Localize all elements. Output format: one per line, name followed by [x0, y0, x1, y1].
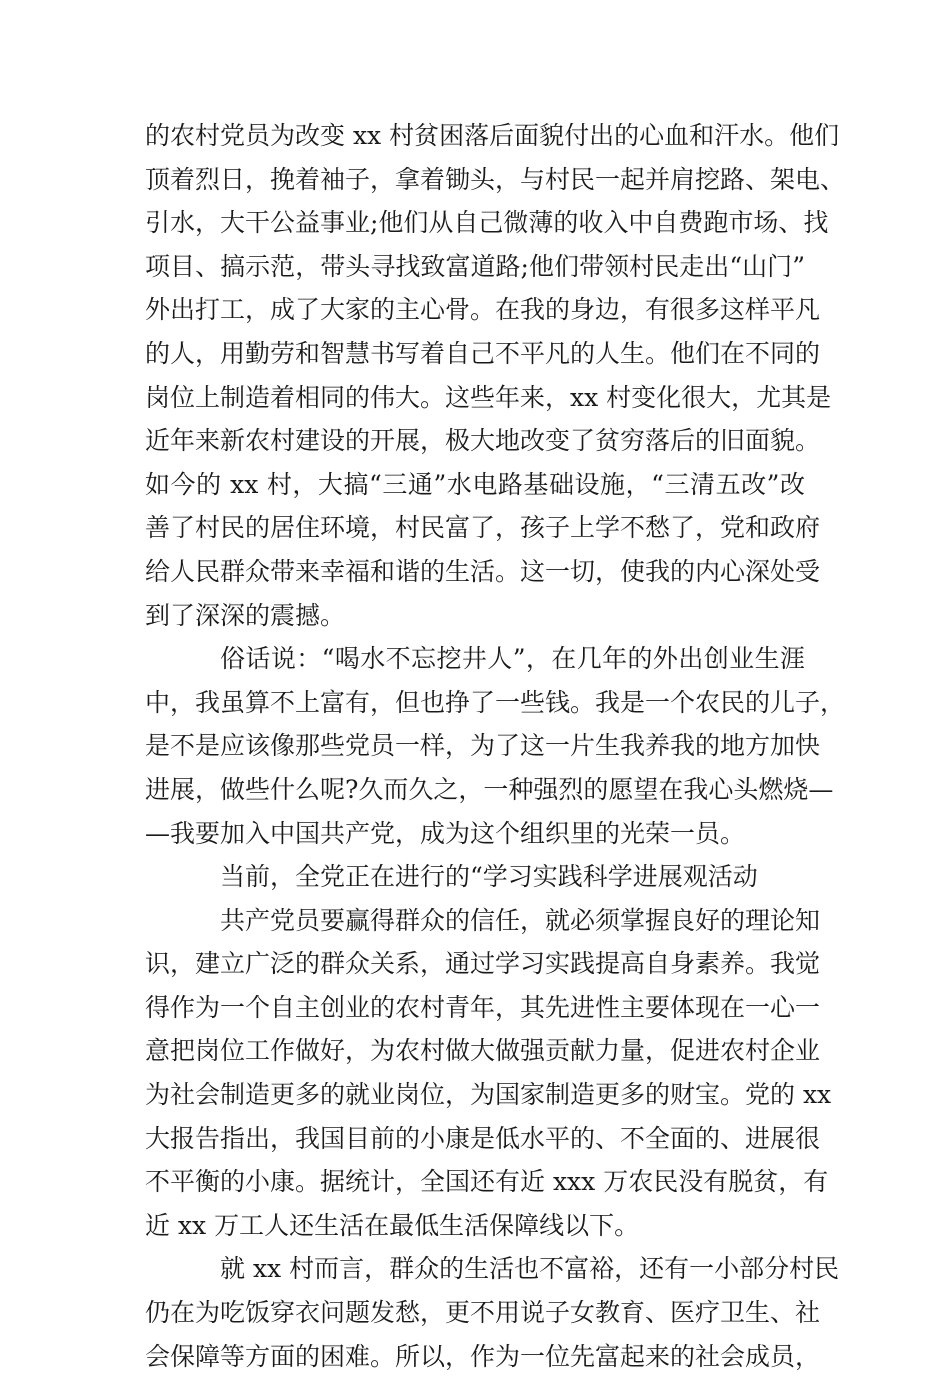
text-line: 顶着烈日，挽着袖子，拿着锄头，与村民一起并肩挖路、架电、: [145, 164, 846, 194]
text-line: 得作为一个自主创业的农村青年，其先进性主要体现在一心一: [145, 992, 821, 1022]
text-line: 项目、搞示范，带头寻找致富道路;他们带领村民走出“山门”: [145, 251, 805, 281]
paragraph-4: [145, 899, 832, 1248]
text-line: 仍在为吃饭穿衣问题发愁，更不用说子女教育、医疗卫生、社: [145, 1298, 821, 1328]
body-text: [145, 114, 846, 1378]
text-line: 中，我虽算不上富有，但也挣了一些钱。我是一个农民的儿子，: [145, 687, 846, 717]
text-line: 为社会制造更多的就业岗位，为国家制造更多的财宝。党的 xx: [145, 1080, 832, 1110]
text-line: 如今的 xx 村，大搞“三通”水电路基础设施，“三清五改”改: [145, 469, 805, 499]
text-line: 的农村党员为改变 xx 村贫困落后面貌付出的心血和汗水。他们: [145, 121, 840, 150]
text-line: 不平衡的小康。据统计，全国还有近 xxx 万农民没有脱贫，有: [145, 1167, 829, 1197]
text-line: 进展，做些什么呢?久而久之，一种强烈的愿望在我心头燃烧—: [145, 774, 834, 804]
text-line: 识，建立广泛的群众关系，通过学习实践提高自身素养。我觉: [145, 949, 821, 979]
text-line: 意把岗位工作做好，为农村做大做强贡献力量，促进农村企业: [145, 1036, 821, 1066]
text-line: 是不是应该像那些党员一样，为了这一片生我养我的地方加快: [145, 731, 821, 761]
text-line: 俗话说：“喝水不忘挖井人”，在几年的外出创业生涯: [220, 644, 805, 674]
text-line: 给人民群众带来幸福和谐的生活。这一切，使我的内心深处受: [145, 556, 821, 586]
paragraph-1: [145, 114, 846, 637]
text-line: —我要加入中国共产党，成为这个组织里的光荣一员。: [145, 818, 746, 848]
text-line: 的人，用勤劳和智慧书写着自己不平凡的人生。他们在不同的: [145, 338, 821, 368]
text-line: 引水，大干公益事业;他们从自己微薄的收入中自费跑市场、找: [145, 208, 829, 238]
text-line: 善了村民的居住环境，村民富了，孩子上学不愁了，党和政府: [145, 513, 821, 543]
text-line: 外出打工，成了大家的主心骨。在我的身边，有很多这样平凡: [145, 295, 821, 325]
text-line: 岗位上制造着相同的伟大。这些年来，xx 村变化很大，尤其是: [145, 382, 832, 412]
paragraph-5: [145, 1247, 840, 1378]
text-line: 当前，全党正在进行的“学习实践科学进展观活动: [220, 862, 758, 892]
text-line: 就 xx 村而言，群众的生活也不富裕，还有一小部分村民: [220, 1254, 840, 1284]
text-line: 会保障等方面的困难。所以，作为一位先富起来的社会成员，: [145, 1341, 821, 1371]
paragraph-2: [145, 637, 846, 855]
paragraph-3: [145, 855, 805, 899]
text-line: 大报告指出，我国目前的小康是低水平的、不全面的、进展很: [145, 1123, 821, 1153]
text-line: 共产党员要赢得群众的信任，就必须掌握良好的理论知: [220, 905, 821, 935]
text-line: 到了深深的震撼。: [145, 600, 346, 630]
text-line: 近年来新农村建设的开展，极大地改变了贫穷落后的旧面貌。: [145, 426, 821, 456]
text-line: 近 xx 万工人还生活在最低生活保障线以下。: [145, 1210, 640, 1240]
